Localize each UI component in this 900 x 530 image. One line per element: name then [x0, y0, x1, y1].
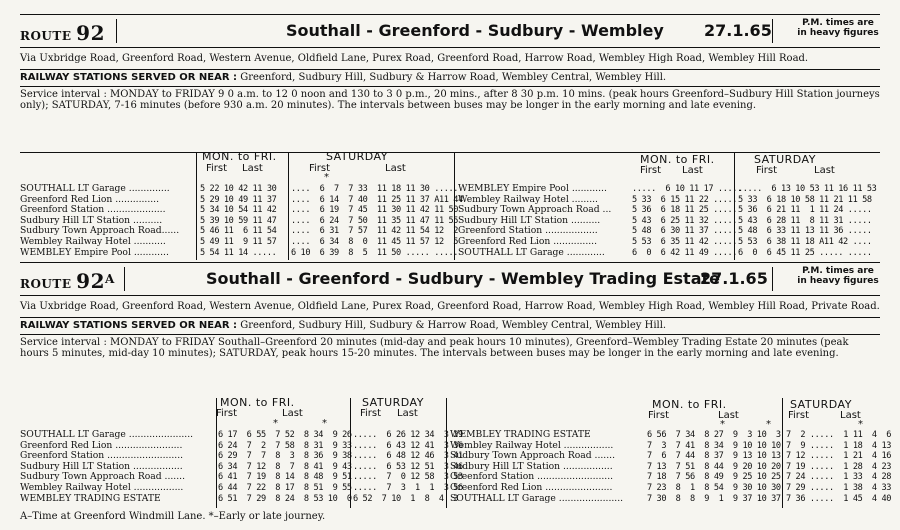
times-row: 5 33 6 15 11 22 .....: [632, 194, 738, 205]
stop-name: Wembley Railway Hotel .................: [20, 482, 184, 493]
stop-name: Greenford Red Lion ...............: [458, 236, 598, 247]
saturday-heading: SATURDAY: [326, 150, 388, 163]
early-journey-star: *: [322, 418, 327, 429]
route-92a-section: [20, 262, 880, 359]
stop-name: WEMBLEY TRADING ESTATE: [450, 430, 591, 440]
stop-name: Sudbury Town Approach Road .......: [20, 472, 185, 483]
times-row: 5 29 10 49 11 37: [200, 194, 277, 205]
times-row: .... 6 14 7 40 11 25 11 37 A11 44: [291, 194, 463, 205]
times-row: 6 56 7 34 8 27 9 3 10 3: [647, 430, 781, 440]
times-row: 7 3 7 41 8 34 9 10 10 10: [647, 440, 781, 451]
times-row: 6 44 7 22 8 17 8 51 9 55: [218, 482, 352, 493]
stop-name: Sudbury Hill LT Station .................: [20, 461, 183, 472]
stop-name: Greenford Red Lion .......................: [450, 482, 613, 493]
times-row: ..... 6 13 10 53 11 16 11 53: [738, 184, 877, 194]
times-row: .... 6 31 7 57 11 42 11 54 12 2: [291, 226, 459, 237]
divider: [288, 152, 289, 260]
stop-name: SOUTHALL LT Garage ......................: [450, 493, 624, 504]
saturday-heading: SATURDAY: [790, 398, 852, 411]
first-heading: First: [756, 165, 778, 176]
route-date: 27.1.65: [700, 269, 768, 288]
times-row: ..... 7 3 1 1 3 56: [353, 482, 463, 493]
west-monfri-times: [200, 184, 276, 258]
stop-name: Sudbury Hill LT Station ..........: [458, 215, 601, 226]
west-stop-list: [20, 430, 214, 504]
times-row: ..... 6 48 12 46 3 41: [353, 451, 463, 462]
times-row: 5 43 6 25 11 32 .....: [632, 215, 738, 226]
railway-stations: RAILWAY STATIONS SERVED OR NEAR : Greenford, Sudbury Hill, Sudbury & Harrow Road, Wembley Central, Wembley Hill.: [20, 72, 667, 83]
divider: [782, 398, 783, 508]
mon-fri-heading: MON. to FRI.: [640, 153, 715, 166]
early-journey-star: *: [324, 172, 329, 183]
stop-name: SOUTHALL LT Garage .............: [458, 247, 605, 258]
divider: [772, 267, 773, 291]
stop-name: Greenford Red Lion .......................: [20, 440, 183, 451]
stop-name: SOUTHALL LT Garage ..............: [20, 184, 170, 194]
times-row: .... 6 24 7 50 11 35 11 47 11 55: [291, 215, 459, 226]
first-heading: First: [206, 163, 228, 174]
times-row: 7 12 ..... 1 21 4 16: [786, 451, 892, 462]
last-heading: Last: [840, 410, 861, 421]
east-saturday-times: [738, 184, 876, 258]
stop-name: Wembley Railway Hotel ...........: [20, 236, 166, 247]
west-monfri-times: [218, 430, 352, 504]
times-row: 7 13 7 51 8 44 9 20 10 20: [647, 461, 781, 472]
via-text: Via Uxbridge Road, Greenford Road, Western Avenue, Oldfield Lane, Purex Road, Greenford Road, Harrow Road, Wembley High Road, Wembley Hill Road.: [20, 53, 809, 64]
route-number: ROUTE $92^A$: [20, 269, 115, 293]
stop-name: WEMBLEY Empire Pool ............: [458, 184, 607, 194]
last-heading: Last: [814, 165, 835, 176]
last-heading: Last: [242, 163, 263, 174]
east-stop-list: [450, 430, 644, 504]
times-row: 5 22 10 42 11 30: [200, 184, 277, 194]
times-row: ..... 6 10 11 17 .....: [632, 184, 742, 194]
times-row: 7 2 ..... 1 11 4 6: [786, 430, 892, 440]
footnote: A–Time at Greenford Windmill Lane. *–Early or late journey.: [20, 511, 326, 522]
mon-fri-heading: MON. to FRI.: [202, 150, 277, 163]
saturday-heading: SATURDAY: [362, 396, 424, 409]
first-heading: First: [309, 163, 331, 174]
route-number: ROUTE 92: [20, 21, 105, 45]
times-row: 5 36 6 21 11 1 11 24 .....: [738, 205, 872, 216]
times-row: 7 29 ..... 1 38 4 33: [786, 482, 892, 493]
divider: [196, 152, 197, 260]
last-heading: Last: [385, 163, 406, 174]
times-row: .... 6 7 7 33 11 18 11 30 .....: [291, 184, 459, 194]
stop-name: Greenford Station ..........................: [20, 451, 184, 462]
route-title: Southall - Greenford - Sudbury - Wembley: [286, 21, 664, 40]
times-row: ..... 6 26 12 34 3 29: [353, 430, 463, 440]
last-heading: Last: [397, 408, 418, 419]
times-row: 7 23 8 1 8 54 9 30 10 30: [647, 482, 781, 493]
saturday-heading: SATURDAY: [754, 153, 816, 166]
west-saturday-times: [291, 184, 463, 258]
times-row: 5 46 11 6 11 54: [200, 226, 277, 237]
times-row: 7 19 ..... 1 28 4 23: [786, 461, 892, 472]
pm-note: P.M. times are in heavy figures: [797, 18, 879, 38]
times-row: 5 43 6 28 11 8 11 31 .....: [738, 215, 872, 226]
times-row: .... 6 34 8 0 11 45 11 57 12 5: [291, 236, 459, 247]
times-row: ..... 6 43 12 41 3 36: [353, 440, 463, 451]
first-heading: First: [640, 165, 662, 176]
times-row: 6 0 6 45 11 25 ..... .....: [738, 247, 872, 258]
first-heading: First: [216, 408, 238, 419]
route-title: Southall - Greenford - Sudbury - Wembley Trading Estate: [206, 269, 720, 288]
times-row: 5 39 10 59 11 47: [200, 215, 277, 226]
first-heading: First: [788, 410, 810, 421]
times-row: 6 17 6 55 7 52 8 34 9 26: [218, 430, 352, 440]
railway-stations: RAILWAY STATIONS SERVED OR NEAR : Greenford, Sudbury Hill, Sudbury & Harrow Road, Wembley Central, Wembley Hill.: [20, 320, 667, 331]
early-journey-star: *: [273, 418, 278, 429]
times-row: 5 49 11 9 11 57: [200, 236, 277, 247]
early-journey-star: *: [720, 419, 725, 430]
rule: [20, 86, 880, 87]
times-row: 6 41 7 19 8 14 8 48 9 51: [218, 472, 352, 483]
times-row: 5 53 6 35 11 42 .....: [632, 236, 738, 247]
route-92-header: [20, 14, 880, 48]
last-heading: Last: [682, 165, 703, 176]
times-row: 5 48 6 30 11 37 .....: [632, 226, 738, 237]
times-row: 5 54 11 14 .....: [200, 247, 277, 258]
times-row: ..... 7 0 12 58 3 53: [353, 472, 463, 483]
route-92-section: [20, 14, 880, 111]
times-row: 5 34 10 54 11 42: [200, 205, 277, 216]
first-heading: First: [648, 410, 670, 421]
stop-name: Wembley Railway Hotel .................: [450, 440, 614, 451]
stop-name: SOUTHALL LT Garage ......................: [20, 430, 194, 440]
times-row: 6 24 7 2 7 58 8 31 9 33: [218, 440, 352, 451]
times-row: 6 0 6 42 11 49 .....: [632, 247, 738, 258]
route-suffix: A: [105, 272, 115, 286]
stop-name: Sudbury Hill LT Station .................: [450, 461, 613, 472]
times-row: ..... 6 53 12 51 3 46: [353, 461, 463, 472]
stop-name: Sudbury Town Approach Road ...: [458, 205, 612, 216]
stop-name: Greenford Red Lion ...............: [20, 194, 160, 205]
times-row: 6 10 6 39 8 5 11 50 ..... .....: [291, 247, 459, 258]
divider: [116, 19, 117, 43]
times-row: 6 52 7 10 1 8 4 3: [353, 493, 459, 504]
east-stop-list: [458, 184, 630, 258]
pm-note: P.M. times are in heavy figures: [797, 266, 879, 286]
west-stop-list: [20, 184, 196, 258]
route-92a-header: [20, 262, 880, 296]
last-heading: Last: [718, 410, 739, 421]
rule: [20, 152, 880, 153]
route-92-timetable: [20, 152, 880, 260]
times-row: 6 29 7 7 8 3 8 36 9 38: [218, 451, 352, 462]
times-row: 5 48 6 33 11 13 11 36 .....: [738, 226, 872, 237]
times-row: .... 6 19 7 45 11 30 11 42 11 50: [291, 205, 459, 216]
times-row: 6 34 7 12 8 7 8 41 9 43: [218, 461, 352, 472]
mon-fri-heading: MON. to FRI.: [220, 396, 295, 409]
early-journey-star: *: [858, 419, 863, 430]
east-saturday-times: [786, 430, 891, 504]
times-row: 6 51 7 29 8 24 8 53 10 0: [218, 493, 352, 504]
stop-name: Sudbury Town Approach Road......: [20, 226, 180, 237]
last-heading: Last: [282, 408, 303, 419]
times-row: 7 6 7 44 8 37 9 13 10 13: [647, 451, 781, 462]
times-row: 7 24 ..... 1 33 4 28: [786, 472, 892, 483]
rule: [20, 334, 880, 335]
stop-name: WEMBLEY TRADING ESTATE: [20, 493, 161, 504]
times-row: 7 36 ..... 1 45 4 40: [786, 493, 892, 504]
stop-name: WEMBLEY Empire Pool ............: [20, 247, 169, 258]
west-saturday-times: [353, 430, 463, 504]
times-row: 5 36 6 18 11 25 .....: [632, 205, 738, 216]
service-interval: Service interval : MONDAY to FRIDAY Southall–Greenford 20 minutes (mid-day and peak hours 10 minutes), Greenford–Wembley Trading Estate 20 minutes (peak hours 5 minutes, mid-day 10 minutes); SATURDAY, peak hours 15-20 minutes. The intervals between buses may be longer in the early morning and late evening.: [20, 337, 849, 359]
east-monfri-times: [632, 184, 742, 258]
mon-fri-heading: MON. to FRI.: [652, 398, 727, 411]
early-journey-star: *: [766, 419, 771, 430]
stop-name: Wembley Railway Hotel .........: [458, 194, 598, 205]
times-row: 5 53 6 38 11 18 A11 42 ....: [738, 236, 872, 247]
stop-name: Sudbury Town Approach Road .......: [450, 451, 615, 462]
times-row: 5 33 6 18 10 58 11 21 11 58: [738, 194, 872, 205]
route-num: 92: [76, 21, 105, 45]
east-monfri-times: [647, 430, 781, 504]
times-row: 7 9 ..... 1 18 4 13: [786, 440, 892, 451]
stop-name: Greenford Station ..................: [458, 226, 598, 237]
first-heading: First: [360, 408, 382, 419]
divider: [772, 19, 773, 43]
divider: [124, 267, 125, 291]
times-row: 7 18 7 56 8 49 9 25 10 25: [647, 472, 781, 483]
route-date: 27.1.65: [704, 21, 772, 40]
route-num: 92: [76, 269, 105, 293]
times-row: 7 30 8 8 9 1 9 37 10 37: [647, 493, 781, 504]
service-interval: Service interval : MONDAY to FRIDAY 9 0 a.m. to 12 0 noon and 130 to 3 0 p.m., 20 mins., after 8 30 p.m. 10 mins. (peak hours Greenford–Sudbury Hill Station journeys only); SATURDAY, 7-16 minutes (before 930 a.m. 20 minutes). The intervals between buses may be longer in the early morning and late evening.: [20, 89, 880, 111]
stop-name: Sudbury Hill LT Station ..........: [20, 215, 163, 226]
stop-name: Greenford Station ....................: [20, 205, 166, 216]
via-text: Via Uxbridge Road, Greenford Road, Western Avenue, Oldfield Lane, Purex Road, Greenford Road, Harrow Road, Wembley High Road, Wembley Hill Road, Private Road.: [20, 301, 880, 312]
route-92a-timetable: [20, 396, 892, 508]
stop-name: Greenford Station ..........................: [450, 472, 614, 483]
